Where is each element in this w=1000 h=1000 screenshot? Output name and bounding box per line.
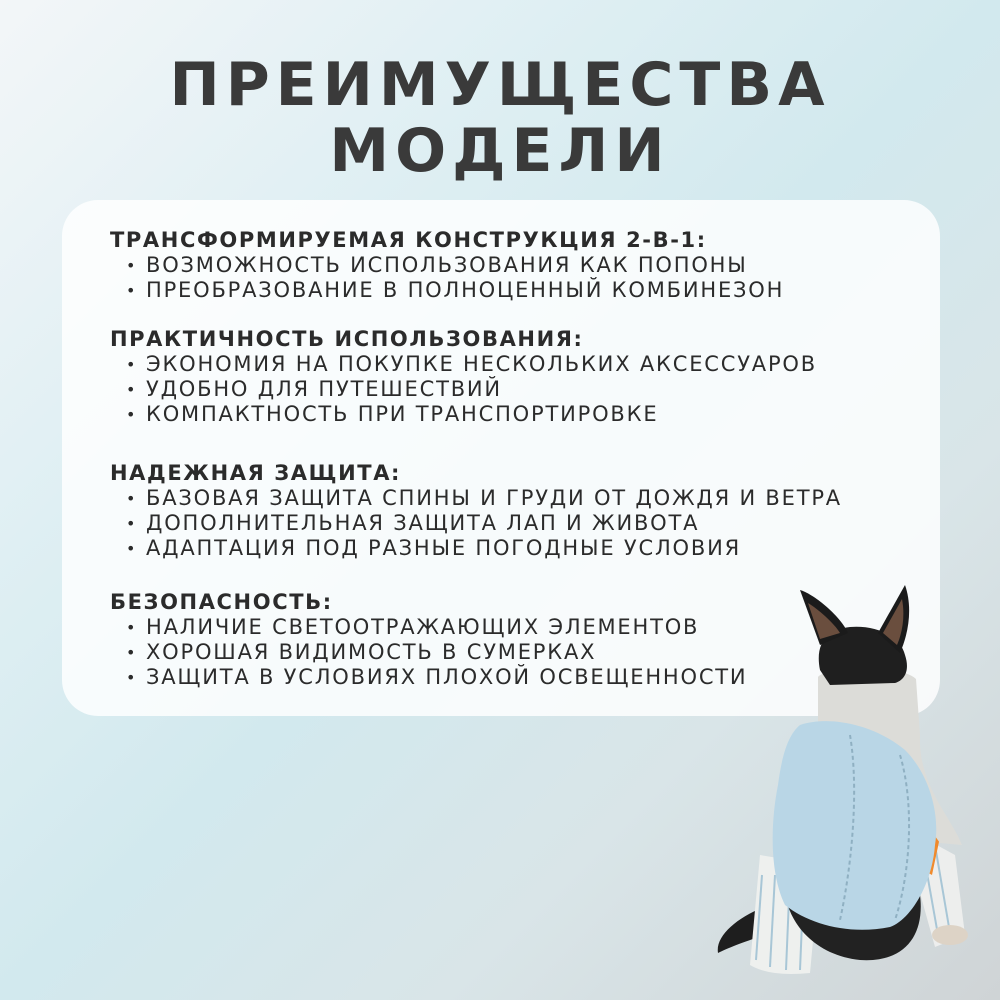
page-title	[0, 52, 1000, 184]
list-item: • ВОЗМОЖНОСТЬ ИСПОЛЬЗОВАНИЯ КАК ПОПОНЫ	[126, 253, 930, 278]
section-heading: БЕЗОПАСНОСТЬ:	[110, 590, 333, 614]
list-item: • ХОРОШАЯ ВИДИМОСТЬ В СУМЕРКАХ	[126, 640, 930, 665]
list-item: • ЗАЩИТА В УСЛОВИЯХ ПЛОХОЙ ОСВЕЩЕННОСТИ	[126, 665, 930, 690]
bullet-list	[110, 486, 930, 561]
dog-in-jacket-image	[700, 575, 1000, 1000]
section-heading: НАДЕЖНАЯ ЗАЩИТА:	[110, 461, 402, 485]
paw	[932, 925, 968, 945]
list-item: • КОМПАКТНОСТЬ ПРИ ТРАНСПОРТИРОВКЕ	[126, 402, 930, 427]
list-item: • ПРЕОБРАЗОВАНИЕ В ПОЛНОЦЕННЫЙ КОМБИНЕЗОН	[126, 278, 930, 303]
list-item: • НАЛИЧИЕ СВЕТООТРАЖАЮЩИХ ЭЛЕМЕНТОВ	[126, 615, 930, 640]
section-practicality	[110, 327, 930, 427]
bullet-list	[110, 352, 930, 427]
list-item: • УДОБНО ДЛЯ ПУТЕШЕСТВИЙ	[126, 377, 930, 402]
list-item: • ЭКОНОМИЯ НА ПОКУПКЕ НЕСКОЛЬКИХ АКСЕССУАРОВ	[126, 352, 930, 377]
section-heading: ТРАНСФОРМИРУЕМАЯ КОНСТРУКЦИЯ 2-В-1:	[110, 228, 707, 252]
bullet-list	[110, 253, 930, 303]
title-line-1: ПРЕИМУЩЕСТВА	[169, 50, 831, 120]
section-transformable	[110, 228, 930, 303]
list-item: • ДОПОЛНИТЕЛЬНАЯ ЗАЩИТА ЛАП И ЖИВОТА	[126, 511, 930, 536]
section-heading: ПРАКТИЧНОСТЬ ИСПОЛЬЗОВАНИЯ:	[110, 327, 584, 351]
list-item: • БАЗОВАЯ ЗАЩИТА СПИНЫ И ГРУДИ ОТ ДОЖДЯ И ВЕТРА	[126, 486, 930, 511]
section-protection	[110, 461, 930, 561]
list-item: • АДАПТАЦИЯ ПОД РАЗНЫЕ ПОГОДНЫЕ УСЛОВИЯ	[126, 536, 930, 561]
title-line-2: МОДЕЛИ	[329, 116, 671, 186]
